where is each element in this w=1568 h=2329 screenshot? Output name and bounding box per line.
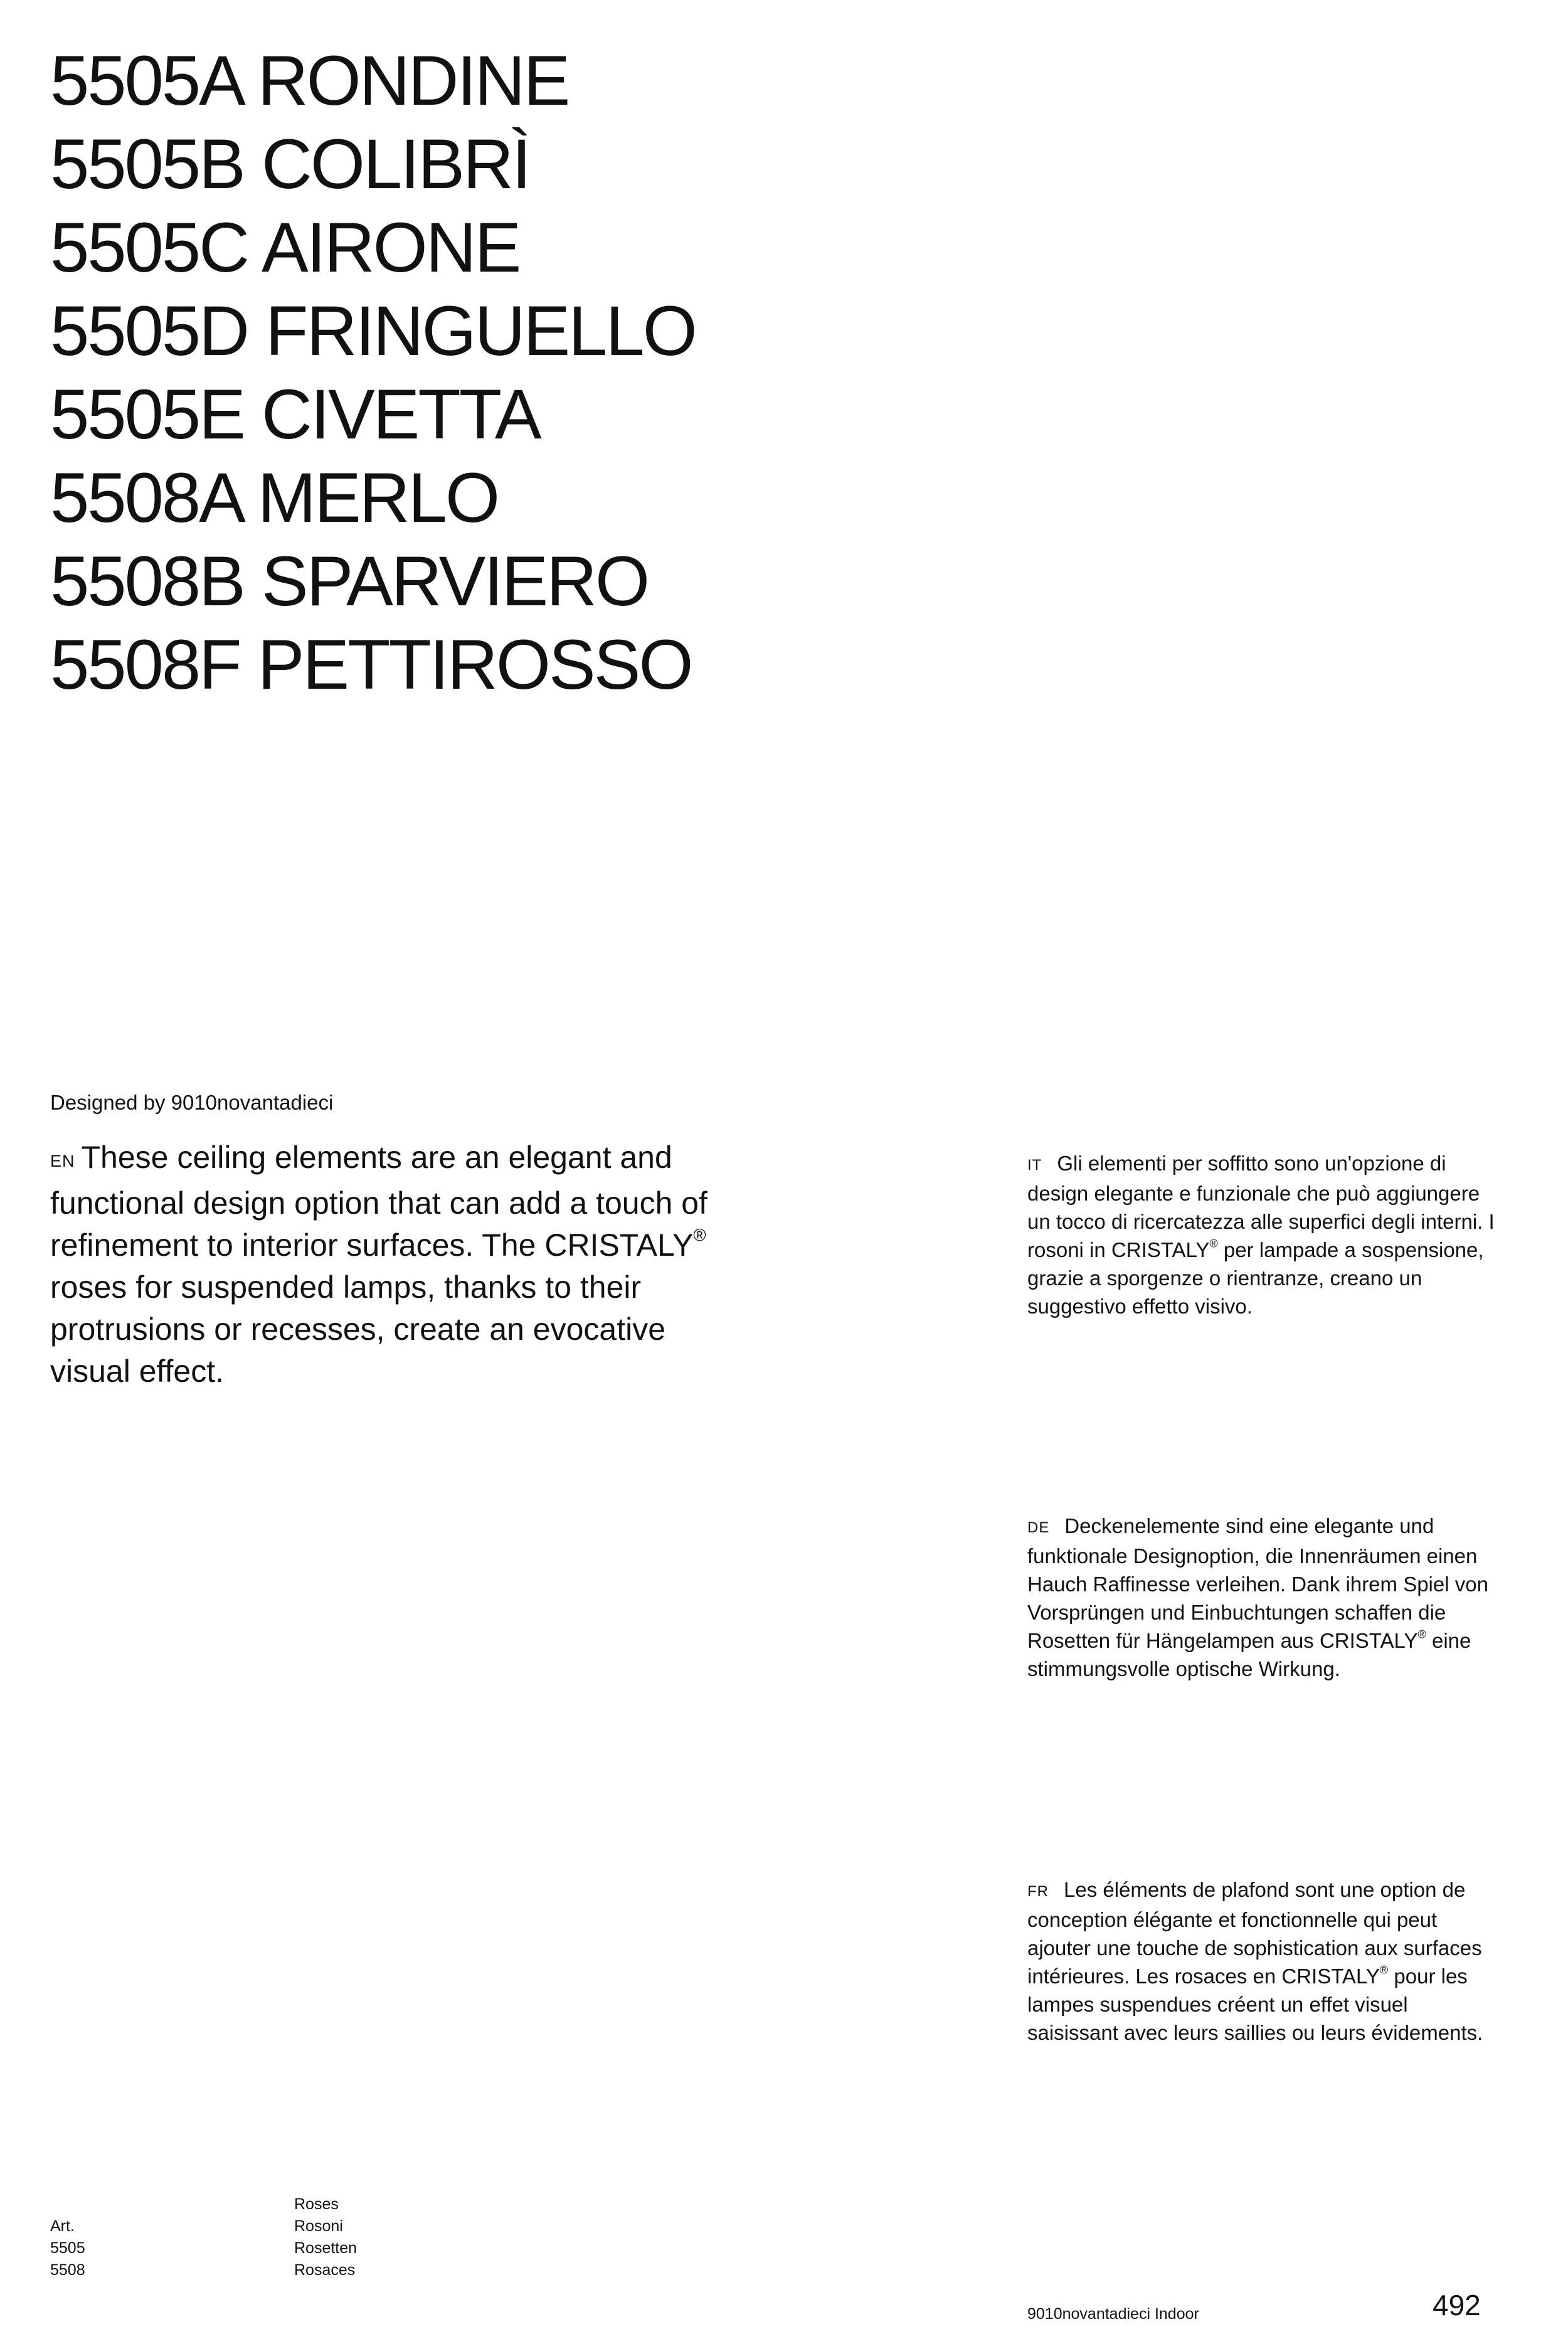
language-code: EN [50,1152,75,1170]
description-text: These ceiling elements are an elegant and functional design option that can add a touch of refinement to interior surfaces. The CRISTALY [50,1140,707,1263]
product-title: 5505B COLIBRÌ [50,125,530,203]
product-title: 5505D FRINGUELLO [50,292,696,370]
registered-mark: ® [1379,1963,1389,1976]
product-title: 5505C AIRONE [50,208,520,287]
product-title: 5505A RONDINE [50,41,569,120]
page-number: 492 [1433,2289,1481,2321]
designer-credit: Designed by 9010novantadieci [50,1091,334,1114]
product-title: 5508A MERLO [50,459,499,537]
article-number: 5505 [50,2239,85,2257]
product-title: 5508B SPARVIERO [50,542,649,620]
article-number: 5508 [50,2261,85,2279]
registered-mark: ® [693,1225,706,1245]
registered-mark: ® [1209,1237,1218,1250]
description-text: Gli elementi per soffitto sono un'opzione di design elegante e funzionale che può aggiungere un tocco di ricercatezza alle superfici degli interni. I rosoni in CRISTALY [1027,1152,1495,1261]
language-code: IT [1027,1157,1042,1174]
description-it [1027,1149,1504,1320]
footer-category [294,2194,357,2281]
product-title-list [50,39,696,706]
language-code: FR [1027,1883,1049,1900]
description-fr [1027,1875,1504,2047]
category-name: Roses [294,2195,339,2213]
description-text: eine stimmungsvolle optische Wirkung. [1027,1629,1471,1680]
product-title: 5508F PETTIROSSO [50,625,692,704]
description-en [50,1137,740,1393]
registered-mark: ® [1417,1628,1426,1641]
description-de [1027,1512,1504,1683]
description-text: Les éléments de plafond sont une option de conception élégante et fonctionnelle qui peut ajouter une touche de sophistication aux surfaces intérieures. Les rosaces en CRISTALY [1027,1878,1482,1988]
article-label: Art. [50,2217,75,2235]
category-name: Rosetten [294,2239,358,2257]
description-text: roses for suspended lamps, thanks to their protrusions or recesses, create an evocative visual effect. [50,1270,666,1389]
footer-brand: 9010novantadieci Indoor [1027,2305,1199,2323]
description-text: per lampade a sospensione, grazie a sporgenze o rientranze, creano un suggestivo effetto visivo. [1027,1238,1484,1318]
language-code: DE [1027,1519,1050,1536]
description-text: pour les lampes suspendues créent un effet visuel saisissant avec leurs saillies ou leurs évidements. [1027,1965,1483,2044]
description-text: Deckenelemente sind eine elegante und funktionale Designoption, die Innenräumen einen Hauch Raffinesse verleihen. Dank ihrem Spiel von Vorsprüngen und Einbuchtungen schaffen die Rosetten für Hängelampen aus CRISTALY [1027,1514,1488,1652]
product-title: 5505E CIVETTA [50,375,540,454]
category-name: Rosoni [294,2217,343,2235]
footer-article-numbers [50,2215,85,2281]
category-name: Rosaces [294,2261,356,2279]
